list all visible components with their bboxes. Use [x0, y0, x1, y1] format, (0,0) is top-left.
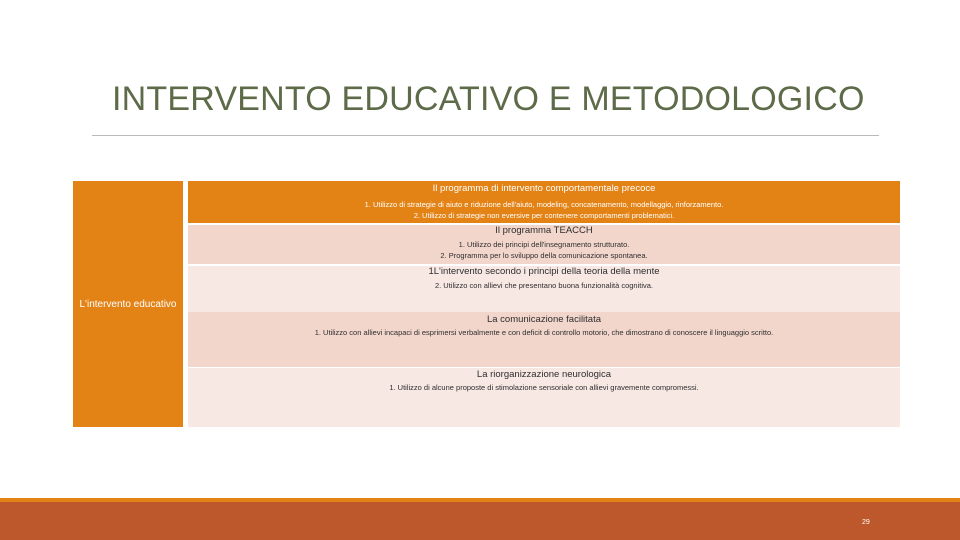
page-number: 29	[862, 519, 870, 526]
row-heading: La riorganizzazione neurologica	[476, 369, 612, 380]
row-item: 1. Utilizzo dei principi dell'insegnamento strutturato.	[458, 240, 630, 249]
slide-title: INTERVENTO EDUCATIVO E METODOLOGICO	[112, 80, 865, 118]
table-row-comunicazione-facilitata	[188, 312, 900, 368]
table-row-riorganizzazione-neurologica	[188, 368, 900, 427]
row-heading: Il programma di intervento comportamentale precoce	[432, 183, 656, 194]
left-label: L'intervento educativo	[79, 298, 177, 310]
row-item: 2. Utilizzo con allievi che presentano buona funzionalità cognitiva.	[434, 281, 654, 290]
row-item: 1. Utilizzo di strategie di aiuto e riduzione dell'aiuto, modeling, concatenamento, modellaggio, rinforzamento.	[364, 200, 724, 209]
row-item: 1. Utilizzo con allievi incapaci di esprimersi verbalmente e con deficit di controllo motorio, che dimostrano di conoscere il linguaggio scritto.	[314, 328, 774, 337]
table-row-intervento-precoce	[188, 181, 900, 223]
row-heading: Il programma TEACCH	[495, 225, 593, 236]
title-divider	[92, 135, 879, 136]
row-item: 2. Utilizzo di strategie non eversive per contenere comportamenti problematici.	[413, 210, 675, 220]
table-left-label-cell	[73, 181, 185, 427]
table-row-teoria-mente	[188, 266, 900, 316]
row-item: 2. Programma per lo sviluppo della comunicazione spontanea.	[440, 250, 648, 260]
row-heading: 1L'intervento secondo i principi della teoria della mente	[428, 266, 660, 277]
row-heading: La comunicazione facilitata	[486, 314, 602, 325]
table-row-teacch	[188, 225, 900, 265]
footer-bar	[0, 502, 960, 540]
row-item: 1. Utilizzo di alcune proposte di stimolazione sensoriale con allievi gravemente compromessi.	[389, 383, 699, 392]
